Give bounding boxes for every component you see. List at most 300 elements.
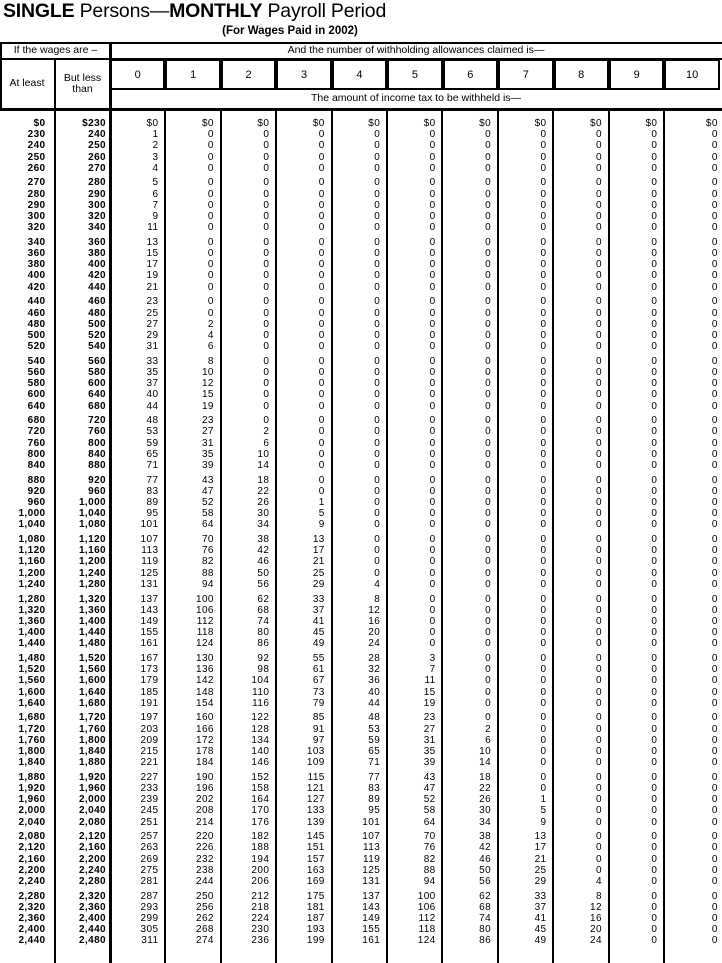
tax-amount-cell: 0 [429,140,436,152]
tax-amount-cell: 0 [374,222,381,234]
tax-amount-cell: 0 [485,545,492,557]
tax-amount-cell: 0 [485,638,492,650]
tax-amount-cell: 32 [368,664,381,676]
table-row [0,865,720,876]
tax-amount-cell: 0 [540,222,547,234]
tax-amount-cell: 0 [595,341,602,353]
tax-amount-cell: 0 [651,890,658,902]
tax-amount-cell: 0 [595,593,602,605]
tax-amount-cell: 0 [595,318,602,330]
tax-amount-cell: 0 [651,140,658,152]
tax-amount-cell: 0 [595,248,602,260]
tax-amount-cell: 71 [368,757,381,769]
tax-amount-cell: 6 [152,188,159,200]
at-least-cell: 760 [27,437,46,449]
tax-amount-cell: 56 [479,876,492,887]
tax-amount-cell: 0 [711,389,718,401]
table-row [0,129,720,140]
tax-amount-cell: 31 [423,734,436,746]
tax-amount-cell: 127 [306,794,325,806]
tax-amount-cell: 47 [423,783,436,794]
tax-amount-cell: 9 [152,211,159,222]
tax-amount-cell: 21 [534,853,547,865]
but-less-than-cell: 2,400 [78,913,106,925]
tax-amount-cell: 94 [423,876,436,887]
tax-amount-cell: 0 [540,307,547,319]
tax-amount-cell: 74 [257,615,270,627]
tax-amount-cell: 62 [479,890,492,902]
tax-amount-cell: 48 [146,415,159,427]
tax-amount-cell: 0 [651,355,658,367]
tax-amount-cell: 0 [540,129,547,141]
tax-amount-cell: 70 [423,831,436,843]
tax-amount-cell: 22 [257,485,270,497]
tax-amount-cell: 23 [423,712,436,724]
but-less-than-cell: 2,120 [78,831,106,843]
tax-amount-cell: 146 [251,757,270,769]
tax-amount-cell: 0 [429,578,436,590]
tax-amount-cell: 0 [374,211,381,222]
tax-amount-cell: 187 [306,913,325,925]
at-least-cell: 1,280 [18,593,46,605]
tax-amount-cell: 0 [540,604,547,616]
tax-amount-cell: 0 [263,211,270,222]
tax-amount-cell: 0 [540,259,547,271]
tax-amount-cell: 0 [711,296,718,308]
tax-amount-cell: 1 [318,497,325,508]
table-row [0,687,720,698]
tax-amount-cell: 26 [479,794,492,806]
tax-amount-cell: 0 [263,259,270,271]
table-row [0,627,720,638]
tax-amount-cell: 109 [306,757,325,769]
tax-amount-cell: 0 [485,259,492,271]
but-less-than-cell: 540 [88,341,106,353]
tax-amount-cell: 0 [485,318,492,330]
tax-amount-cell: 55 [312,652,325,664]
withholding-table [0,42,722,963]
table-row [0,757,720,768]
tax-amount-cell: 0 [429,545,436,557]
table-row [0,401,720,412]
tax-amount-cell: 0 [595,151,602,163]
but-less-than-cell: 1,600 [78,675,106,687]
tax-amount-cell: 0 [595,805,602,817]
tax-amount-cell: 40 [146,389,159,401]
at-least-cell: 880 [27,474,46,486]
allowance-count-header: 0 [110,59,165,90]
tax-amount-cell: 0 [540,485,547,497]
page-title [3,0,386,23]
tax-amount-cell: 0 [263,355,270,367]
tax-amount-cell: 0 [711,211,718,222]
tax-amount-cell: 0 [651,853,658,865]
but-less-than-cell: 1,880 [78,757,106,769]
tax-amount-cell: 196 [195,783,214,794]
tax-amount-cell: 0 [374,459,381,471]
table-row [0,177,720,188]
at-least-cell: 2,120 [18,842,46,854]
tax-amount-cell: 0 [711,162,718,174]
tax-amount-cell: 2 [152,140,159,152]
at-least-cell: 560 [27,366,46,378]
tax-amount-cell: 94 [201,578,214,590]
tax-amount-cell: 0 [651,638,658,650]
tax-amount-cell: 0 [595,604,602,616]
tax-amount-cell: 0 [540,652,547,664]
tax-amount-cell: 209 [140,734,159,746]
tax-amount-cell: 0 [263,151,270,163]
tax-amount-cell: 0 [540,188,547,200]
tax-amount-cell: 0 [711,448,718,460]
tax-amount-cell: 0 [540,723,547,735]
tax-amount-cell: 76 [201,545,214,557]
tax-amount-cell: 26 [257,497,270,508]
at-least-cell: 1,600 [18,686,46,698]
but-less-than-cell: 2,320 [78,890,106,902]
tax-amount-cell: 0 [711,248,718,260]
tax-amount-cell: 0 [429,151,436,163]
tax-amount-cell: 7 [152,199,159,211]
tax-amount-cell: 12 [368,604,381,616]
tax-amount-cell: 0 [595,129,602,141]
at-least-cell: 300 [27,211,46,222]
tax-amount-cell: 193 [306,924,325,936]
tax-amount-cell: 0 [651,816,658,828]
tax-amount-cell: 23 [146,296,159,308]
tax-amount-cell: 58 [201,508,214,520]
tax-amount-cell: 0 [711,876,718,887]
but-less-than-cell: 1,000 [78,497,106,508]
tax-amount-cell: 214 [195,816,214,828]
tax-amount-cell: 0 [595,281,602,293]
tax-amount-cell: 0 [711,415,718,427]
at-least-cell: 320 [27,222,46,234]
tax-amount-cell: 0 [485,329,492,341]
tax-amount-cell: 0 [429,296,436,308]
tax-amount-cell: 1 [152,129,159,141]
tax-amount-cell: 0 [429,162,436,174]
tax-amount-cell: 0 [207,281,214,293]
tax-amount-cell: 24 [368,638,381,650]
tax-amount-cell: 2 [485,723,492,735]
at-least-cell: 1,840 [18,757,46,769]
tax-amount-cell: 0 [711,723,718,735]
tax-amount-cell: 0 [651,400,658,412]
tax-amount-cell: 0 [595,853,602,865]
at-least-cell: 2,320 [18,901,46,913]
but-less-than-cell: 1,560 [78,664,106,676]
tax-amount-cell: 88 [423,864,436,876]
table-row [0,189,720,200]
tax-amount-cell: 0 [540,329,547,341]
tax-amount-cell: 0 [485,129,492,141]
tax-amount-cell: 0 [374,567,381,579]
tax-amount-cell: 0 [485,296,492,308]
tax-amount-cell: 21 [312,556,325,568]
but-less-than-cell: 2,080 [78,816,106,828]
tax-amount-cell: 0 [429,519,436,531]
tax-amount-cell: 224 [251,913,270,925]
tax-amount-cell: 0 [263,389,270,401]
table-row [0,698,720,709]
tax-amount-cell: 0 [429,593,436,605]
tax-amount-cell: 35 [146,366,159,378]
table-row [0,817,720,828]
but-less-than-header: But less than [63,71,102,95]
tax-amount-cell: 0 [540,519,547,531]
but-less-than-cell: 480 [88,307,106,319]
tax-amount-cell: 0 [485,378,492,390]
tax-amount-cell: 0 [374,129,381,141]
tax-amount-cell: $0 [705,118,718,129]
tax-amount-cell: 45 [312,627,325,639]
tax-amount-cell: 0 [263,177,270,189]
tax-amount-cell: 42 [257,545,270,557]
tax-amount-cell: 0 [263,400,270,412]
tax-amount-cell: 0 [263,270,270,282]
tax-amount-cell: 0 [711,924,718,936]
tax-amount-cell: 184 [195,757,214,769]
tax-amount-cell: 73 [312,686,325,698]
table-row [0,282,720,293]
but-less-than-cell: 1,760 [78,723,106,735]
at-least-cell: 1,800 [18,745,46,757]
tax-amount-cell: 0 [318,437,325,449]
tax-amount-cell: 0 [318,129,325,141]
tax-amount-cell: 35 [423,745,436,757]
tax-amount-cell: 0 [374,177,381,189]
at-least-cell: 260 [27,162,46,174]
tax-amount-cell: $0 [368,118,381,129]
tax-amount-cell: 0 [318,248,325,260]
tax-amount-cell: 0 [711,578,718,590]
tax-amount-cell: 0 [540,211,547,222]
tax-amount-cell: 0 [595,745,602,757]
tax-amount-cell: 106 [195,604,214,616]
tax-amount-cell: 0 [485,534,492,546]
tax-amount-cell: 2 [207,318,214,330]
tax-amount-cell: 53 [368,723,381,735]
tax-amount-cell: 0 [540,745,547,757]
tax-amount-cell: 0 [651,686,658,698]
tax-amount-cell: 0 [374,248,381,260]
table-row [0,475,720,486]
at-least-cell: 1,520 [18,664,46,676]
at-least-cell: 1,080 [18,534,46,546]
title-payroll: Payroll Period [262,0,387,22]
table-row [0,296,720,307]
at-least-cell: 1,480 [18,652,46,664]
tax-amount-cell: 262 [195,913,214,925]
tax-amount-cell: 24 [590,935,602,947]
table-row [0,152,720,163]
tax-amount-cell: 0 [595,378,602,390]
tax-amount-cell: 6 [207,341,214,353]
title-single: SINGLE [3,0,75,22]
tax-amount-cell: 82 [201,556,214,568]
tax-amount-cell: 41 [534,913,547,925]
tax-amount-cell: 0 [263,140,270,152]
tax-amount-cell: 0 [207,211,214,222]
tax-amount-cell: 0 [263,296,270,308]
tax-amount-cell: 79 [312,697,325,709]
tax-amount-cell: 76 [423,842,436,854]
tax-amount-cell: 0 [429,307,436,319]
tax-amount-cell: 0 [711,307,718,319]
tax-amount-cell: 0 [485,448,492,460]
at-least-cell: $0 [33,118,46,129]
but-less-than-cell: 360 [88,236,106,248]
tax-amount-cell: 0 [651,842,658,854]
tax-amount-cell: 0 [485,281,492,293]
tax-amount-cell: 13 [146,236,159,248]
tax-amount-cell: 44 [146,400,159,412]
tax-amount-cell: 0 [207,140,214,152]
but-less-than-cell: 1,840 [78,745,106,757]
tax-amount-cell: 128 [251,723,270,735]
tax-amount-cell: 0 [651,307,658,319]
tax-amount-cell: 49 [534,935,547,947]
but-less-than-cell: 420 [88,270,106,282]
tax-amount-cell: 70 [201,534,214,546]
at-least-cell: 1,360 [18,615,46,627]
but-less-than-cell: 460 [88,296,106,308]
tax-amount-cell: 140 [251,745,270,757]
tax-amount-cell: 181 [306,901,325,913]
but-less-than-cell: 1,400 [78,615,106,627]
but-less-than-cell: 2,240 [78,864,106,876]
tax-amount-cell: 161 [140,638,159,650]
tax-amount-cell: 17 [312,545,325,557]
tax-amount-cell: 0 [595,675,602,687]
tax-amount-cell: 119 [363,853,381,865]
tax-amount-cell: 0 [651,389,658,401]
tax-amount-cell: 4 [374,578,381,590]
tax-amount-cell: 269 [140,853,159,865]
tax-amount-cell: 190 [195,771,214,783]
tax-amount-cell: 0 [711,497,718,508]
tax-amount-cell: 0 [711,236,718,248]
tax-amount-cell: 0 [651,593,658,605]
tax-amount-cell: 83 [146,485,159,497]
table-row [0,594,720,605]
tax-amount-cell: 154 [195,697,214,709]
tax-amount-cell: 215 [140,745,159,757]
tax-amount-cell: 130 [195,652,214,664]
at-least-cell: 2,360 [18,913,46,925]
tax-amount-cell: $0 [479,118,492,129]
at-least-cell: 2,280 [18,890,46,902]
tax-amount-cell: 143 [362,901,381,913]
tax-amount-cell: 0 [651,924,658,936]
tax-amount-cell: 200 [251,864,270,876]
table-row [0,378,720,389]
tax-amount-cell: 0 [540,459,547,471]
tax-amount-cell: 0 [485,485,492,497]
tax-amount-cell: 0 [485,652,492,664]
tax-amount-cell: 0 [263,378,270,390]
but-less-than-cell: 400 [88,259,106,271]
at-least-cell: 1,760 [18,734,46,746]
tax-amount-cell: 268 [195,924,214,936]
tax-amount-cell: 0 [374,355,381,367]
tax-amount-cell: 5 [318,508,325,520]
but-less-than-cell: 1,680 [78,697,106,709]
tax-amount-cell: 0 [711,567,718,579]
tax-amount-cell: 0 [595,426,602,438]
tax-amount-cell: 68 [257,604,270,616]
tax-amount-cell: 0 [429,556,436,568]
tax-amount-cell: 0 [651,783,658,794]
tax-amount-cell: 0 [595,400,602,412]
table-row [0,140,720,151]
tax-amount-cell: 0 [374,508,381,520]
tax-amount-cell: 0 [711,519,718,531]
tax-amount-cell: 0 [595,816,602,828]
tax-amount-cell: 0 [374,448,381,460]
tax-amount-cell: 0 [374,329,381,341]
tax-amount-cell: 0 [374,534,381,546]
at-least-cell: 920 [27,485,46,497]
tax-amount-cell: 0 [651,296,658,308]
tax-amount-cell: 0 [595,296,602,308]
tax-amount-cell: 145 [306,831,325,843]
but-less-than-cell: 1,160 [78,545,106,557]
tax-amount-cell: 0 [318,177,325,189]
tax-amount-cell: 0 [485,578,492,590]
tax-amount-cell: 31 [201,437,214,449]
tax-amount-cell: $0 [534,118,547,129]
tax-amount-cell: 0 [651,864,658,876]
tax-amount-cell: 0 [429,259,436,271]
tax-amount-cell: 0 [651,519,658,531]
tax-amount-cell: 0 [540,140,547,152]
tax-amount-cell: $0 [645,118,658,129]
but-less-than-cell: 1,520 [78,652,106,664]
tax-amount-cell: 77 [146,474,159,486]
tax-amount-cell: 0 [711,935,718,947]
tax-amount-cell: 0 [374,415,381,427]
tax-amount-cell: 125 [362,864,381,876]
tax-amount-cell: 0 [540,281,547,293]
tax-amount-cell: 245 [140,805,159,817]
tax-amount-cell: 56 [257,578,270,590]
tax-amount-cell: 0 [595,474,602,486]
tax-amount-cell: 0 [595,366,602,378]
tax-amount-cell: 0 [485,675,492,687]
tax-amount-cell: 0 [651,935,658,947]
tax-amount-cell: 118 [196,627,214,639]
but-less-than-cell: 300 [88,199,106,211]
tax-amount-cell: 0 [318,270,325,282]
table-row [0,270,720,281]
tax-amount-cell: 0 [651,901,658,913]
tax-amount-cell: 0 [485,366,492,378]
tax-amount-cell: 77 [368,771,381,783]
at-least-cell: 2,400 [18,924,46,936]
tax-amount-cell: 0 [711,890,718,902]
allowance-count-header: 7 [498,59,553,90]
tax-amount-cell: 194 [251,853,270,865]
tax-amount-cell: 125 [140,567,159,579]
tax-amount-cell: 0 [711,177,718,189]
tax-amount-cell: 0 [374,199,381,211]
tax-amount-cell: 0 [540,437,547,449]
tax-amount-cell: 0 [711,508,718,520]
tax-amount-cell: 0 [651,627,658,639]
tax-amount-cell: 0 [651,913,658,925]
